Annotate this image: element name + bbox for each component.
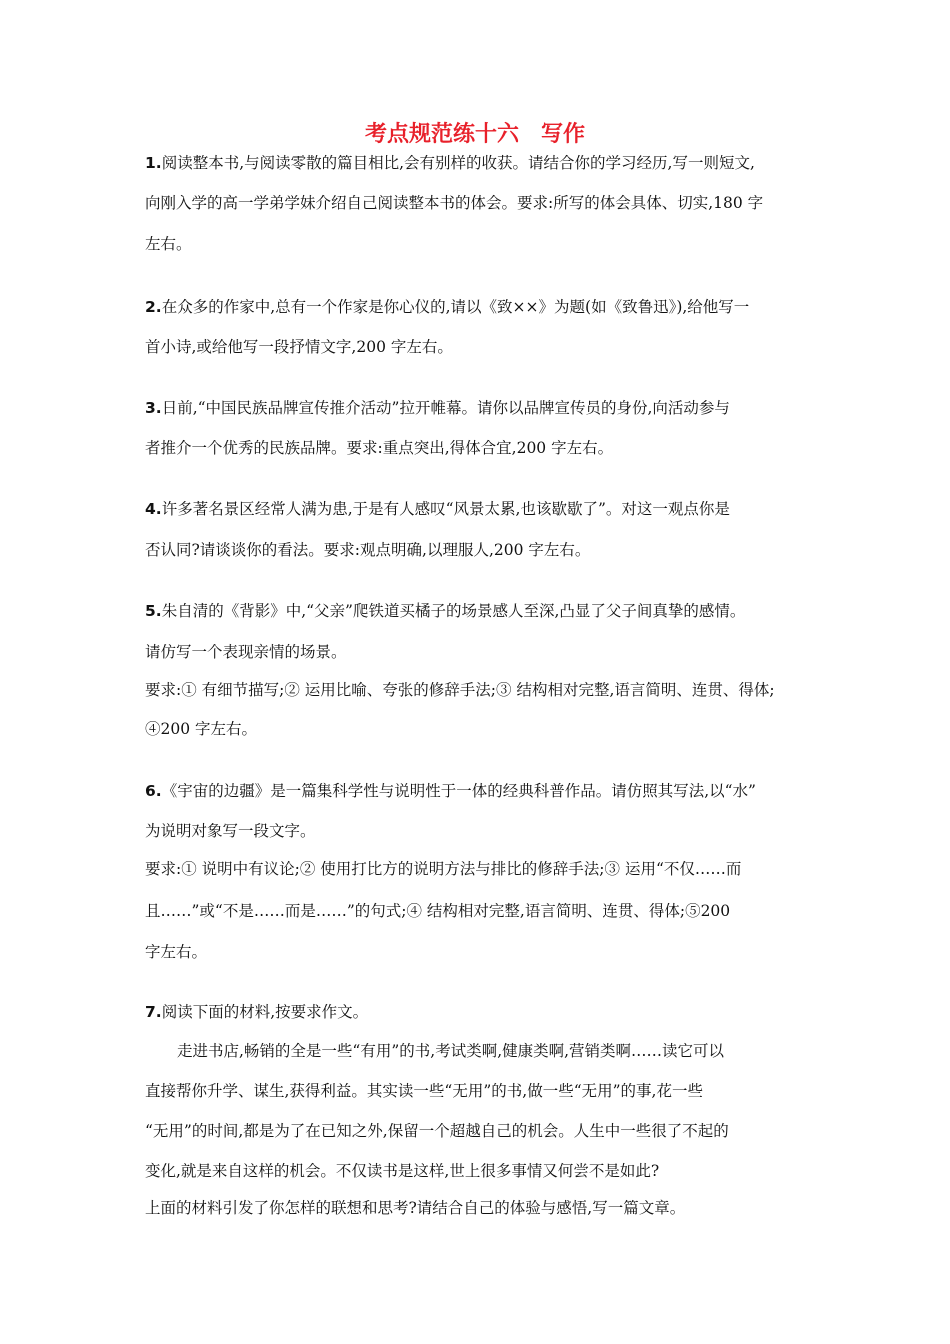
q1-line-3: 左右。 — [145, 235, 192, 253]
q6-requirements-line-2: 且……”或“不是……而是……”的句式;④ 结构相对完整,语言简明、连贯、得体;⑤200 — [145, 902, 731, 920]
q2-line-1: 2.在众多的作家中,总有一个作家是你心仪的,请以《致××》为题(如《致鲁迅》),给他写一 — [145, 298, 750, 316]
q7-material-line-2: 直接帮你升学、谋生,获得利益。其实读一些“无用”的书,做一些“无用”的事,花一些 — [145, 1082, 703, 1100]
q7-prompt-line: 上面的材料引发了你怎样的联想和思考?请结合自己的体验与感悟,写一篇文章。 — [145, 1199, 686, 1217]
q1-number: 1. — [145, 154, 162, 172]
q6-line-2: 为说明对象写一段文字。 — [145, 822, 316, 840]
q2-line-2: 首小诗,或给他写一段抒情文字,200 字左右。 — [145, 338, 453, 356]
q3-number: 3. — [145, 399, 162, 417]
q5-requirements-line-2: ④200 字左右。 — [145, 720, 258, 738]
q5-requirements-line-1: 要求:① 有细节描写;② 运用比喻、夸张的修辞手法;③ 结构相对完整,语言简明、连贯、得体; — [145, 681, 775, 699]
q2-number: 2. — [145, 298, 162, 316]
q6-requirements-line-1: 要求:① 说明中有议论;② 使用打比方的说明方法与排比的修辞手法;③ 运用“不仅……而 — [145, 860, 742, 878]
q7-line-1: 7.阅读下面的材料,按要求作文。 — [145, 1003, 369, 1021]
q4-number: 4. — [145, 500, 162, 518]
q3-line-2: 者推介一个优秀的民族品牌。要求:重点突出,得体合宜,200 字左右。 — [145, 439, 614, 457]
q5-line-1: 5.朱自清的《背影》中,“父亲”爬铁道买橘子的场景感人至深,凸显了父子间真挚的感情。 — [145, 602, 746, 620]
q4-line-2: 否认同?请谈谈你的看法。要求:观点明确,以理服人,200 字左右。 — [145, 541, 591, 559]
q6-line-1: 6.《宇宙的边疆》是一篇集科学性与说明性于一体的经典科普作品。请仿照其写法,以“水” — [145, 782, 756, 800]
q7-material-line-1: 走进书店,畅销的全是一些“有用”的书,考试类啊,健康类啊,营销类啊……读它可以 — [177, 1042, 725, 1060]
page-title: 考点规范练十六 写作 — [364, 122, 585, 147]
q1-line-1: 1.阅读整本书,与阅读零散的篇目相比,会有别样的收获。请结合你的学习经历,写一则短文, — [145, 154, 755, 172]
q3-line-1: 3.日前,“中国民族品牌宣传推介活动”拉开帷幕。请你以品牌宣传员的身份,向活动参与 — [145, 399, 730, 417]
q4-line-1: 4.许多著名景区经常人满为患,于是有人感叹“风景太累,也该歇歇了”。对这一观点你是 — [145, 500, 730, 518]
q6-requirements-line-3: 字左右。 — [145, 943, 208, 961]
q7-material-line-4: 变化,就是来自这样的机会。不仅读书是这样,世上很多事情又何尝不是如此? — [145, 1162, 660, 1180]
q1-line-2: 向刚入学的高一学弟学妹介绍自己阅读整本书的体会。要求:所写的体会具体、切实,180 字 — [145, 194, 764, 212]
q7-material-line-3: “无用”的时间,都是为了在已知之外,保留一个超越自己的机会。人生中一些很了不起的 — [145, 1122, 729, 1140]
q7-number: 7. — [145, 1003, 162, 1021]
q5-number: 5. — [145, 602, 162, 620]
q5-line-2: 请仿写一个表现亲情的场景。 — [145, 643, 347, 661]
q6-number: 6. — [145, 782, 162, 800]
